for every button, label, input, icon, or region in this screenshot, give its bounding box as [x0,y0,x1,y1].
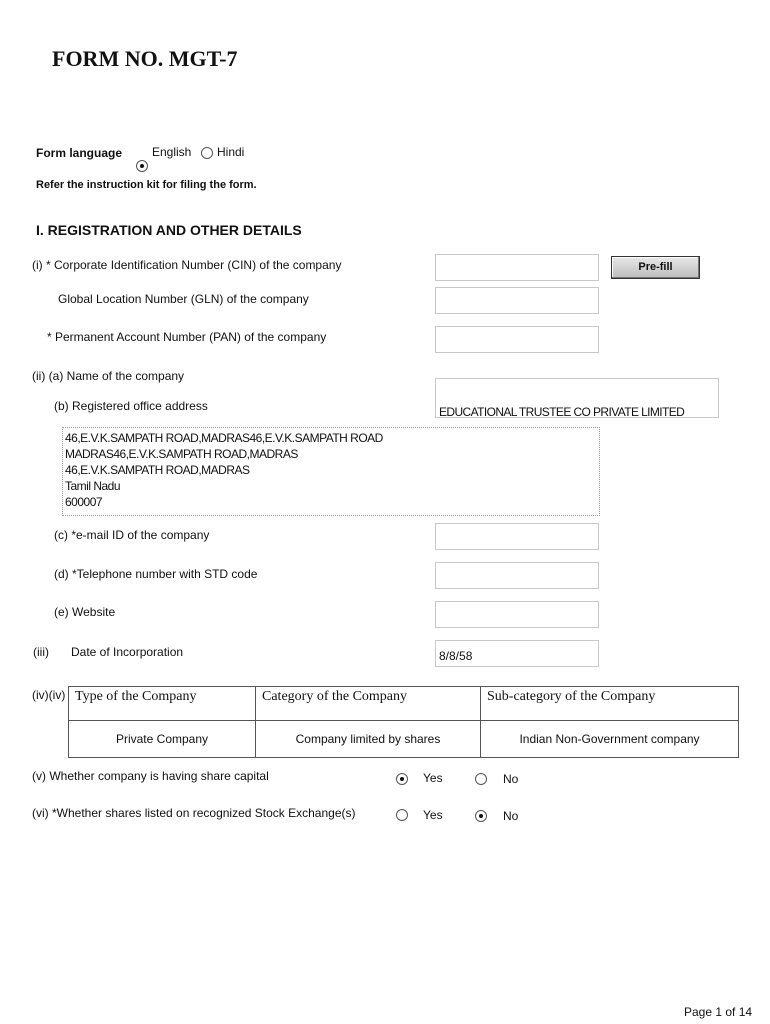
address-label: (b) Registered office address [54,399,208,413]
listed-yes-radio[interactable] [396,809,408,821]
company-type-table [68,686,739,758]
page-number: Page 1 of 14 [684,1005,753,1019]
email-label: (c) *e-mail ID of the company [54,528,210,542]
pan-input[interactable] [435,326,599,353]
phone-label: (d) *Telephone number with STD code [54,567,258,581]
address-field[interactable]: 46,E.V.K.SAMPATH ROAD,MADRAS46,E.V.K.SAMPATH ROAD MADRAS46,E.V.K.SAMPATH ROAD,MADRAS 46,E.V.K.SAMPATH ROAD,MADRAS Tamil Nadu 600007 [62,427,600,516]
doi-label: Date of Incorporation [71,645,184,659]
listed-label: (vi) *Whether shares listed on recognized Stock Exchange(s) [32,806,356,820]
type-value: Private Company [69,721,256,758]
email-input[interactable] [435,523,599,550]
section-heading: I. REGISTRATION AND OTHER DETAILS [36,222,302,238]
language-hindi-radio[interactable] [201,147,213,159]
type-header: Type of the Company [69,687,256,721]
listed-no-label: No [503,809,519,823]
cin-label: (i) * Corporate Identification Number (CIN) of the company [32,258,342,272]
share-capital-label: (v) Whether company is having share capital [32,769,269,783]
form-language-label: Form language [36,146,123,160]
instruction-text: Refer the instruction kit for filing the form. [36,179,257,191]
website-label: (e) Website [54,605,116,619]
listed-yes-label: Yes [423,808,443,822]
website-input[interactable] [435,601,599,628]
subcategory-header: Sub-category of the Company [481,687,739,721]
pan-label: * Permanent Account Number (PAN) of the company [47,330,327,344]
subcategory-value: Indian Non-Government company [481,721,739,758]
cin-input[interactable] [435,254,599,281]
form-title: FORM NO. MGT-7 [52,46,238,71]
company-name-label: (ii) (a) Name of the company [32,369,185,383]
company-name-field[interactable]: EDUCATIONAL TRUSTEE CO PRIVATE LIMITED [435,378,719,418]
share-capital-no-radio[interactable] [475,773,487,785]
iv-number: (iv)(iv) [32,688,66,702]
category-value: Company limited by shares [256,721,481,758]
language-hindi-label: Hindi [217,145,245,159]
gln-label: Global Location Number (GLN) of the company [58,292,309,306]
language-english-label: English [152,145,192,159]
gln-input[interactable] [435,287,599,314]
doi-number: (iii) [33,645,49,659]
doi-input[interactable]: 8/8/58 [435,640,599,667]
share-capital-no-label: No [503,772,519,786]
category-header: Category of the Company [256,687,481,721]
language-english-radio[interactable] [136,160,148,172]
prefill-button[interactable]: Pre-fill [611,256,700,279]
listed-no-radio[interactable] [475,810,487,822]
share-capital-yes-radio[interactable] [396,773,408,785]
share-capital-yes-label: Yes [423,771,443,785]
phone-input[interactable] [435,562,599,589]
